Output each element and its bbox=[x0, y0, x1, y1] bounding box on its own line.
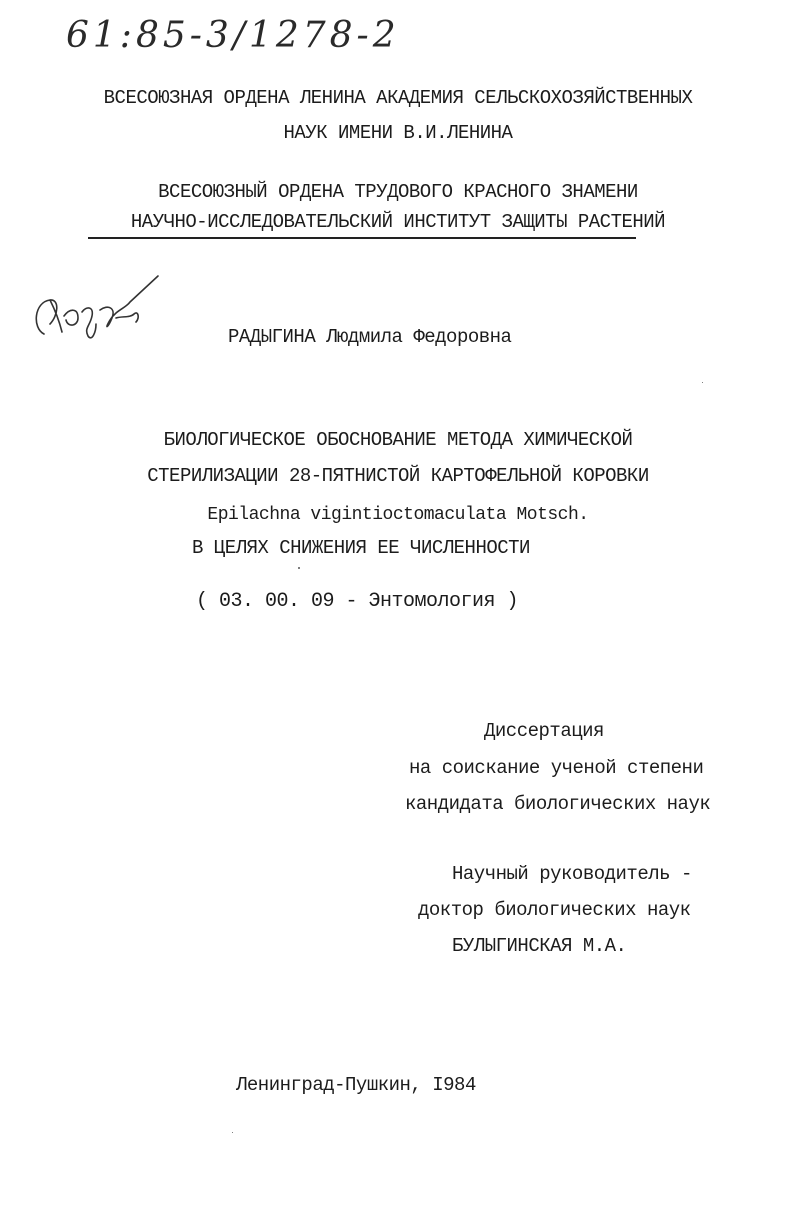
title-latin-species: Epilachna vigintioctomaculata Motsch. bbox=[207, 505, 589, 525]
stray-mark-bottom bbox=[232, 1132, 233, 1133]
academy-line-1: ВСЕСОЮЗНАЯ ОРДЕНА ЛЕНИНА АКАДЕМИЯ СЕЛЬСКОХОЗЯЙСТВЕННЫХ bbox=[103, 87, 693, 109]
supervisor-degree: доктор биологических наук bbox=[418, 899, 691, 921]
title-line-1: БИОЛОГИЧЕСКОЕ ОБОСНОВАНИЕ МЕТОДА ХИМИЧЕСКОЙ bbox=[163, 429, 633, 451]
institute-line-2: НАУЧНО-ИССЛЕДОВАТЕЛЬСКИЙ ИНСТИТУТ ЗАЩИТЫ РАСТЕНИЙ bbox=[130, 211, 666, 233]
place-and-year: Ленинград-Пушкин, I984 bbox=[236, 1074, 476, 1096]
dissertation-field-line: кандидата биологических наук bbox=[405, 793, 711, 815]
header-divider bbox=[88, 237, 636, 239]
dissertation-degree-line: на соискание ученой степени bbox=[409, 757, 704, 779]
title-line-2: СТЕРИЛИЗАЦИИ 28-ПЯТНИСТОЙ КАРТОФЕЛЬНОЙ КОРОВКИ bbox=[147, 465, 649, 487]
signature bbox=[30, 272, 170, 352]
stray-mark bbox=[298, 567, 300, 569]
institute-line-1: ВСЕСОЮЗНЫЙ ОРДЕНА ТРУДОВОГО КРАСНОГО ЗНАМЕНИ bbox=[158, 181, 638, 203]
academy-line-2: НАУК ИМЕНИ В.И.ЛЕНИНА bbox=[283, 122, 513, 144]
specialty-code: ( 03. 00. 09 - Энтомология ) bbox=[196, 590, 519, 613]
dissertation-label: Диссертация bbox=[484, 720, 604, 742]
supervisor-label: Научный руководитель - bbox=[452, 863, 692, 885]
author-name: РАДЫГИНА Людмила Федоровна bbox=[228, 326, 512, 348]
supervisor-name: БУЛЫГИНСКАЯ М.А. bbox=[452, 935, 627, 957]
archive-number: 61:85-3/1278-2 bbox=[66, 15, 400, 56]
stray-mark-right bbox=[702, 382, 703, 383]
title-line-4: В ЦЕЛЯХ СНИЖЕНИЯ ЕЕ ЧИСЛЕННОСТИ bbox=[192, 537, 530, 559]
